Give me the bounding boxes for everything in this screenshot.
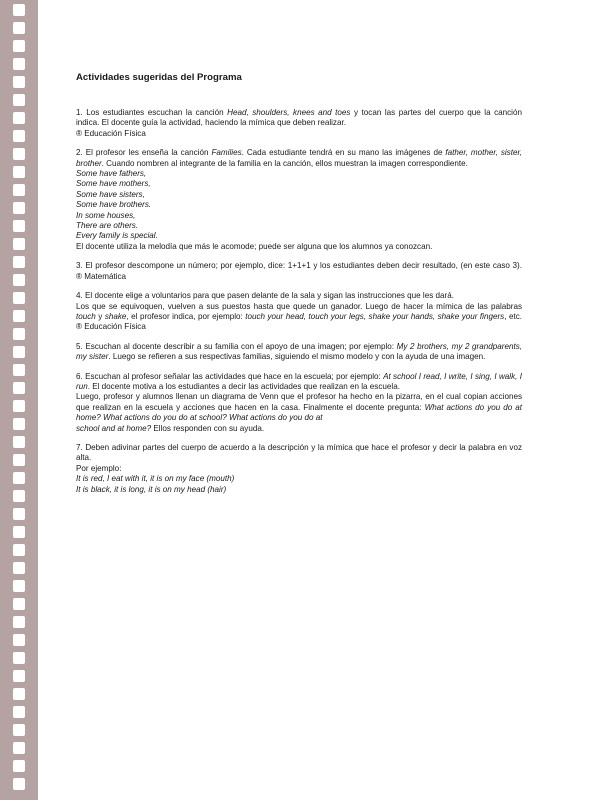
activity-6-text: . El docente motiva a los estudiantes a decir las actividades que realizan en la escuela. [87,381,400,391]
margin-square-icon [13,742,25,754]
lyric-line: Every family is special. [76,231,158,241]
margin-square-icon [13,778,25,790]
activity-6-venn [76,392,522,423]
example-sentence: At school I read, I write, I sing, I walk, I run [76,371,522,391]
activity-4-text: , el profesor indica, por ejemplo: [126,311,246,321]
example-riddle: It is black, it is long, it is on my head (hair) [76,484,227,494]
margin-square-icon [13,436,25,448]
activity-5-text: 5. Escuchan al docente describir a su familia con el apoyo de una imagen; por ejemplo: [76,341,397,351]
activity-6-text: Luego, profesor y alumnos llenan un diagrama de Venn que el profesor ha hecho en la pizarra, en el cual copian acciones que realizan en la escuela y acciones que hacen en la casa. Finalmente el docente pregunta: [76,392,522,412]
activity-5 [76,342,522,363]
margin-square-icon [13,472,25,484]
lyric-line: Some have sisters, [76,189,145,199]
activity-6-end [76,424,522,434]
margin-square-icon [13,292,25,304]
margin-square-icon [13,634,25,646]
activity-2-closing: El docente utiliza la melodía que más le acomode; puede ser alguna que los alumnos ya conozcan. [76,241,433,251]
activity-4-text: y [95,311,105,321]
song-title: Head, shoulders, knees and toes [227,108,351,117]
activity-6-text: Ellos responden con su ayuda. [151,423,265,433]
margin-square-icon [13,616,25,628]
document-content [76,72,522,495]
lyric-line: There are others. [76,221,139,231]
activity-6-text: 6. Escuchan al profesor señalar las actividades que hace en la escuela; por ejemplo: [76,371,384,381]
activity-7: 7. Deben adivinar partes del cuerpo de acuerdo a la descripción y la mímica que hace el profesor y decir la palabra en voz alta. [76,442,522,463]
margin-square-icon [13,166,25,178]
activity-2-text: . Cada estudiante tendrá en su mano las imágenes de [241,148,446,158]
margin-square-icon [13,238,25,250]
lyric-line: Some have brothers. [76,200,152,210]
margin-square-icon [13,202,25,214]
margin-square-icon [13,256,25,268]
activity-4-text: Los que se equivoquen, vuelven a sus puestos hasta que quede un ganador. Luego de hacer la mímica de las palabras [76,301,522,311]
activity-1 [76,108,522,139]
margin-square-icon [13,4,25,16]
lyric-line: Some have fathers, [76,169,147,179]
margin-square-icon [13,148,25,160]
example-commands: touch your head, touch your legs, shake your hands, shake your fingers [245,311,505,321]
decorative-margin-strip [0,0,38,800]
margin-square-icon [13,652,25,664]
margin-square-icon [13,22,25,34]
margin-square-icon [13,526,25,538]
margin-square-icon [13,274,25,286]
activity-2-text: 2. El profesor les enseña la canción [76,148,212,158]
margin-square-icon [13,760,25,772]
margin-square-icon [13,112,25,124]
margin-square-icon [13,40,25,52]
lyric-line: In some houses, [76,210,136,220]
activity-7-example-label: Por ejemplo: [76,463,122,473]
margin-square-icon [13,400,25,412]
activity-3: 3. El profesor descompone un número; por ejemplo, dice: 1+1+1 y los estudiantes deben decir resultado, (en este caso 3). ® Matemática [76,261,522,281]
margin-square-icon [13,220,25,232]
margin-square-icon [13,364,25,376]
keyword: touch [76,311,96,321]
family-words: father, mother, sister, brother [76,148,522,168]
margin-square-icon [13,310,25,322]
lyric-line: Some have mothers, [76,179,151,189]
subject-tag: ® Educación Física [76,128,146,138]
teacher-question: What actions do you do at home? What actions do you do at school? What actions do you do at [76,402,522,423]
page-title: Actividades sugeridas del Programa [76,72,242,83]
example-riddle: It is red, I eat with it, it is on my face (mouth) [76,474,235,484]
margin-square-icon [13,670,25,682]
activity-1-text: 1. Los estudiantes escuchan la canción [76,108,228,117]
activity-1-text: y tocan las partes del cuerpo que la canción indica. El docente guía la actividad, haciendo la mímica que deben realizar. [76,108,522,128]
margin-square-icon [13,328,25,340]
margin-square-icon [13,130,25,142]
margin-square-icon [13,346,25,358]
margin-square-icon [13,580,25,592]
activity-2 [76,148,522,169]
activity-6 [76,372,522,393]
margin-square-icon [13,184,25,196]
teacher-question: school and at home? [76,423,152,433]
activity-4 [76,302,522,333]
margin-square-icon [13,508,25,520]
margin-square-icon [13,706,25,718]
margin-square-icon [13,454,25,466]
margin-square-icon [13,94,25,106]
margin-square-icon [13,490,25,502]
activity-2-text: . Cuando nombren al integrante de la familia en la canción, ellos muestran la imagen correspondiente. [101,158,468,168]
activity-4-text: , etc. ® Educación Física [76,311,522,332]
margin-square-icon [13,544,25,556]
keyword: shake [104,311,127,321]
margin-square-icon [13,724,25,736]
song-title: Families [211,148,242,158]
margin-square-icon [13,418,25,430]
margin-square-icon [13,562,25,574]
margin-square-icon [13,382,25,394]
activity-4-intro: 4. El docente elige a voluntarios para que pasen delante de la sala y sigan las instrucciones que les dará. [76,291,454,301]
example-sentence: My 2 brothers, my 2 grandparents, my sister [76,341,522,362]
activity-5-text: . Luego se refieren a sus respectivas familias, siguiendo el mismo modelo y con la ayuda de una imagen. [108,352,486,362]
margin-square-icon [13,76,25,88]
margin-square-icon [13,598,25,610]
margin-square-icon [13,688,25,700]
margin-square-icon [13,58,25,70]
